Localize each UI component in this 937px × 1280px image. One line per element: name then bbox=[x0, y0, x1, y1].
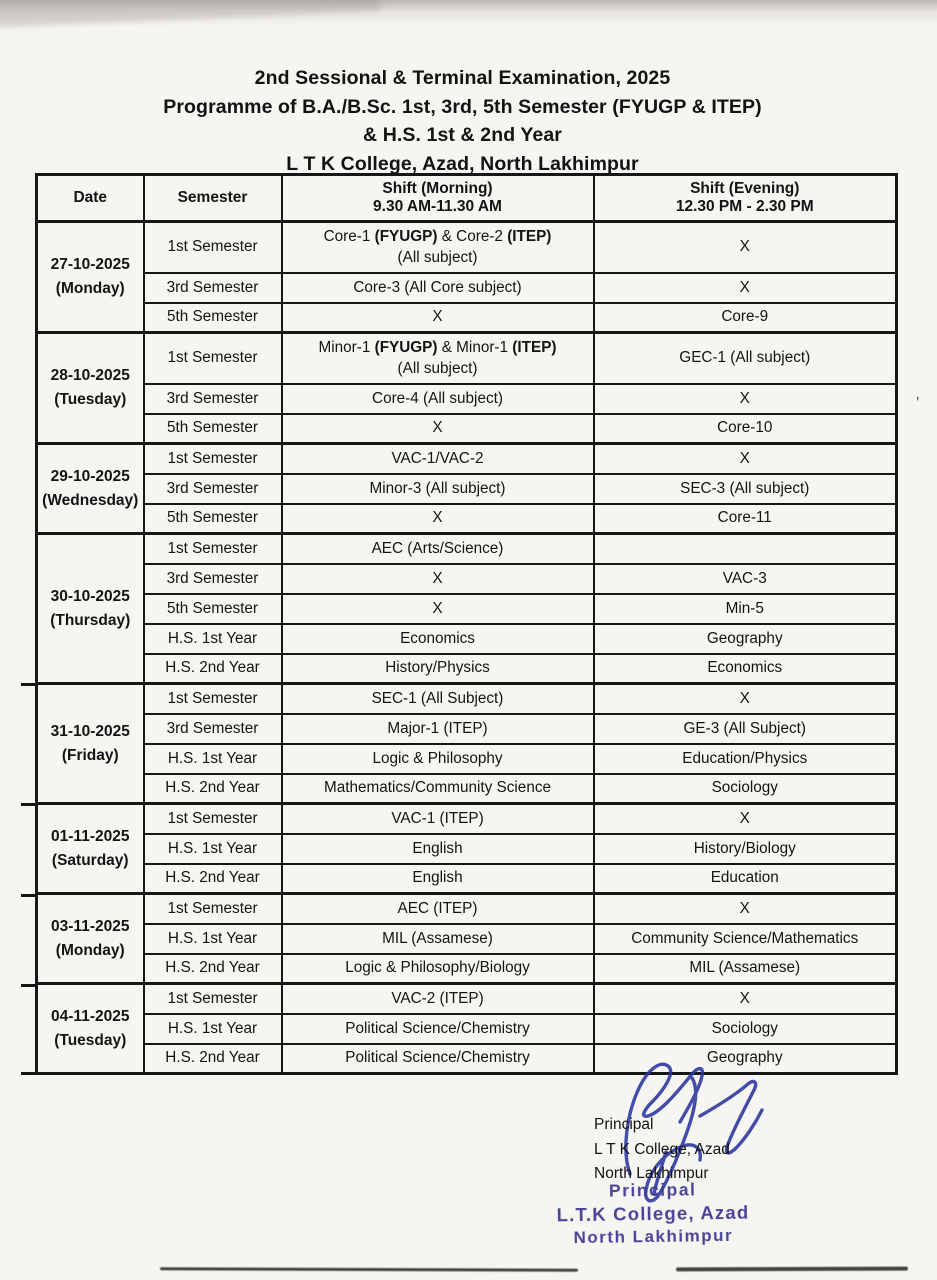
scan-speck: ’ bbox=[916, 394, 920, 411]
semester-cell: H.S. 1st Year bbox=[144, 1014, 282, 1044]
morning-line2: (All subject) bbox=[397, 360, 478, 378]
evening-cell: Core-9 bbox=[594, 303, 897, 333]
morning-cell: Political Science/Chemistry bbox=[282, 1014, 594, 1044]
semester-cell: 1st Semester bbox=[144, 534, 282, 564]
stamp-title: Principal bbox=[608, 1179, 697, 1201]
document-title bbox=[0, 64, 925, 178]
day-value: (Tuesday) bbox=[54, 1031, 127, 1049]
semester-cell: 1st Semester bbox=[144, 333, 282, 384]
evening-cell: X bbox=[594, 222, 897, 273]
table-row bbox=[37, 894, 897, 924]
header-evening bbox=[594, 175, 897, 222]
semester-cell: H.S. 2nd Year bbox=[144, 954, 282, 984]
morning-bold: (FYUGP) bbox=[374, 228, 438, 246]
day-value: (Tuesday) bbox=[54, 391, 127, 408]
evening-cell: Economics bbox=[594, 654, 897, 684]
evening-cell: X bbox=[594, 804, 897, 834]
date-cell bbox=[37, 684, 144, 804]
morning-line2: (All subject) bbox=[397, 249, 478, 267]
evening-cell: Geography bbox=[594, 624, 897, 654]
signature-printed-place: North Lakhimpur bbox=[594, 1165, 709, 1182]
table-row bbox=[37, 864, 897, 894]
morning-cell: English bbox=[282, 834, 594, 864]
morning-cell: Core-3 (All Core subject) bbox=[282, 273, 594, 303]
table-row bbox=[37, 504, 897, 534]
morning-cell: X bbox=[282, 594, 594, 624]
stamp-place: North Lakhimpur bbox=[573, 1225, 734, 1248]
title-line-3: & H.S. 1st & 2nd Year bbox=[363, 124, 562, 146]
date-value: 01-11-2025 bbox=[51, 827, 130, 845]
morning-bold: (FYUGP) bbox=[374, 339, 438, 357]
evening-cell: GEC-1 (All subject) bbox=[594, 333, 897, 384]
evening-cell bbox=[594, 534, 897, 564]
semester-cell: 1st Semester bbox=[144, 222, 282, 273]
scan-tick bbox=[21, 683, 36, 686]
morning-text: & Minor-1 bbox=[437, 339, 513, 357]
semester-cell: 3rd Semester bbox=[144, 564, 282, 594]
date-block bbox=[37, 894, 897, 984]
morning-cell: Major-1 (ITEP) bbox=[282, 714, 594, 744]
semester-cell: 5th Semester bbox=[144, 303, 282, 333]
date-cell bbox=[37, 534, 144, 684]
title-line-4: L T K College, Azad, North Lakhimpur bbox=[286, 152, 639, 175]
header-evening-time: 12.30 PM - 2.30 PM bbox=[675, 198, 814, 215]
table-row bbox=[37, 954, 897, 984]
evening-cell: Community Science/Mathematics bbox=[594, 924, 897, 954]
evening-cell: Sociology bbox=[594, 774, 897, 804]
table-row bbox=[37, 222, 897, 273]
header-morning-title: Shift (Morning) bbox=[382, 180, 493, 197]
semester-cell: 3rd Semester bbox=[144, 384, 282, 414]
signature-printed-title: Principal bbox=[594, 1116, 654, 1133]
date-value: 28-10-2025 bbox=[50, 367, 130, 384]
table-row bbox=[37, 774, 897, 804]
morning-text: & Core-2 bbox=[437, 228, 508, 246]
exam-timetable bbox=[35, 173, 898, 1075]
date-cell bbox=[37, 984, 144, 1074]
morning-cell: VAC-1/VAC-2 bbox=[282, 444, 594, 474]
date-cell bbox=[37, 222, 144, 333]
date-value: 29-10-2025 bbox=[50, 467, 130, 485]
date-value: 04-11-2025 bbox=[51, 1007, 130, 1025]
header-row bbox=[37, 175, 897, 222]
date-value: 30-10-2025 bbox=[50, 587, 130, 605]
day-value: (Monday) bbox=[55, 280, 125, 297]
header-evening-title: Shift (Evening) bbox=[690, 180, 800, 197]
semester-cell: H.S. 1st Year bbox=[144, 834, 282, 864]
table-row bbox=[37, 654, 897, 684]
date-block bbox=[37, 333, 897, 444]
morning-cell: AEC (ITEP) bbox=[282, 894, 594, 924]
date-block bbox=[37, 444, 897, 534]
morning-text: Core-1 bbox=[323, 228, 375, 246]
date-block bbox=[37, 534, 897, 684]
morning-cell: MIL (Assamese) bbox=[282, 924, 594, 954]
morning-cell: Core-4 (All subject) bbox=[282, 384, 594, 414]
morning-line1 bbox=[286, 337, 590, 358]
morning-cell: AEC (Arts/Science) bbox=[282, 534, 594, 564]
morning-line1 bbox=[286, 226, 590, 247]
title-line-1: 2nd Sessional & Terminal Examination, 2025 bbox=[254, 67, 671, 89]
semester-cell: 1st Semester bbox=[144, 984, 282, 1014]
evening-cell: X bbox=[594, 384, 897, 414]
evening-cell: Education bbox=[594, 864, 897, 894]
scan-line-bottom-right bbox=[676, 1267, 908, 1272]
scan-tick bbox=[21, 894, 36, 897]
scan-tick bbox=[21, 984, 36, 987]
date-value: 03-11-2025 bbox=[51, 917, 130, 935]
semester-cell: 3rd Semester bbox=[144, 273, 282, 303]
principal-stamp bbox=[540, 1178, 767, 1248]
header-morning bbox=[282, 175, 594, 222]
table-row bbox=[37, 1044, 897, 1074]
table-row bbox=[37, 444, 897, 474]
date-block bbox=[37, 804, 897, 894]
evening-cell: VAC-3 bbox=[594, 564, 897, 594]
table-row bbox=[37, 804, 897, 834]
table-row bbox=[37, 834, 897, 864]
header-date: Date bbox=[37, 175, 144, 222]
morning-cell: X bbox=[282, 564, 594, 594]
table-row bbox=[37, 1014, 897, 1044]
semester-cell: H.S. 2nd Year bbox=[144, 654, 282, 684]
morning-cell: VAC-1 (ITEP) bbox=[282, 804, 594, 834]
evening-cell: X bbox=[594, 273, 897, 303]
semester-cell: 1st Semester bbox=[144, 894, 282, 924]
table-row bbox=[37, 564, 897, 594]
morning-cell: Logic & Philosophy/Biology bbox=[282, 954, 594, 984]
table-row bbox=[37, 684, 897, 714]
morning-bold: (ITEP) bbox=[507, 228, 552, 246]
morning-cell: X bbox=[282, 504, 594, 534]
morning-bold: (ITEP) bbox=[512, 339, 557, 357]
evening-cell: Core-10 bbox=[594, 414, 897, 444]
evening-cell: X bbox=[594, 984, 897, 1014]
evening-cell: History/Biology bbox=[594, 834, 897, 864]
date-block bbox=[37, 984, 897, 1074]
morning-cell: English bbox=[282, 864, 594, 894]
morning-cell: X bbox=[282, 303, 594, 333]
date-block bbox=[37, 684, 897, 804]
evening-cell: SEC-3 (All subject) bbox=[594, 474, 897, 504]
table-row bbox=[37, 474, 897, 504]
semester-cell: H.S. 2nd Year bbox=[144, 864, 282, 894]
title-line-2: Programme of B.A./B.Sc. 1st, 3rd, 5th Semester (FYUGP & ITEP) bbox=[163, 95, 762, 118]
scan-tick bbox=[21, 1072, 36, 1075]
evening-cell: X bbox=[594, 444, 897, 474]
semester-cell: H.S. 1st Year bbox=[144, 744, 282, 774]
evening-cell: Geography bbox=[594, 1044, 897, 1074]
semester-cell: 3rd Semester bbox=[144, 474, 282, 504]
table-row bbox=[37, 924, 897, 954]
scan-tick bbox=[21, 803, 36, 806]
semester-cell: 1st Semester bbox=[144, 684, 282, 714]
table-row bbox=[37, 414, 897, 444]
evening-cell: X bbox=[594, 684, 897, 714]
semester-cell: 5th Semester bbox=[144, 594, 282, 624]
semester-cell: 1st Semester bbox=[144, 444, 282, 474]
morning-cell: Minor-3 (All subject) bbox=[282, 474, 594, 504]
semester-cell: H.S. 2nd Year bbox=[144, 1044, 282, 1074]
semester-cell: 1st Semester bbox=[144, 804, 282, 834]
header-semester: Semester bbox=[144, 175, 282, 222]
morning-text: Minor-1 bbox=[318, 339, 375, 357]
day-value: (Wednesday) bbox=[42, 491, 139, 509]
day-value: (Saturday) bbox=[51, 851, 129, 869]
stamp-college: L.T.K College, Azad bbox=[556, 1201, 750, 1226]
table-row bbox=[37, 384, 897, 414]
table-row bbox=[37, 714, 897, 744]
table-row bbox=[37, 984, 897, 1014]
evening-cell: GE-3 (All Subject) bbox=[594, 714, 897, 744]
morning-cell: VAC-2 (ITEP) bbox=[282, 984, 594, 1014]
table-row bbox=[37, 273, 897, 303]
date-cell bbox=[37, 333, 144, 444]
evening-cell: X bbox=[594, 894, 897, 924]
semester-cell: H.S. 1st Year bbox=[144, 924, 282, 954]
morning-cell: History/Physics bbox=[282, 654, 594, 684]
date-cell bbox=[37, 804, 144, 894]
day-value: (Friday) bbox=[61, 746, 119, 764]
signature-printed-block bbox=[594, 1113, 730, 1187]
evening-cell: Education/Physics bbox=[594, 744, 897, 774]
signature-printed-college: L T K College, Azad bbox=[594, 1140, 730, 1158]
evening-cell: Sociology bbox=[594, 1014, 897, 1044]
evening-cell: Min-5 bbox=[594, 594, 897, 624]
evening-cell: MIL (Assamese) bbox=[594, 954, 897, 984]
table-row bbox=[37, 594, 897, 624]
semester-cell: 3rd Semester bbox=[144, 714, 282, 744]
day-value: (Thursday) bbox=[50, 611, 131, 629]
evening-cell: Core-11 bbox=[594, 504, 897, 534]
semester-cell: 5th Semester bbox=[144, 414, 282, 444]
morning-cell: Political Science/Chemistry bbox=[282, 1044, 594, 1074]
morning-cell: Logic & Philosophy bbox=[282, 744, 594, 774]
morning-cell: X bbox=[282, 414, 594, 444]
table-row bbox=[37, 534, 897, 564]
morning-cell: SEC-1 (All Subject) bbox=[282, 684, 594, 714]
date-cell bbox=[37, 894, 144, 984]
date-value: 27-10-2025 bbox=[50, 256, 130, 273]
table-row bbox=[37, 333, 897, 384]
morning-cell bbox=[282, 333, 594, 384]
semester-cell: H.S. 1st Year bbox=[144, 624, 282, 654]
date-cell bbox=[37, 444, 144, 534]
morning-cell bbox=[282, 222, 594, 273]
morning-cell: Economics bbox=[282, 624, 594, 654]
day-value: (Monday) bbox=[55, 941, 125, 959]
date-value: 31-10-2025 bbox=[50, 722, 130, 740]
scan-line-bottom-left bbox=[160, 1267, 578, 1271]
table-row bbox=[37, 744, 897, 774]
table-row bbox=[37, 303, 897, 333]
header-morning-time: 9.30 AM-11.30 AM bbox=[373, 198, 502, 215]
semester-cell: 5th Semester bbox=[144, 504, 282, 534]
morning-cell: Mathematics/Community Science bbox=[282, 774, 594, 804]
semester-cell: H.S. 2nd Year bbox=[144, 774, 282, 804]
table-row bbox=[37, 624, 897, 654]
date-block bbox=[37, 222, 897, 333]
